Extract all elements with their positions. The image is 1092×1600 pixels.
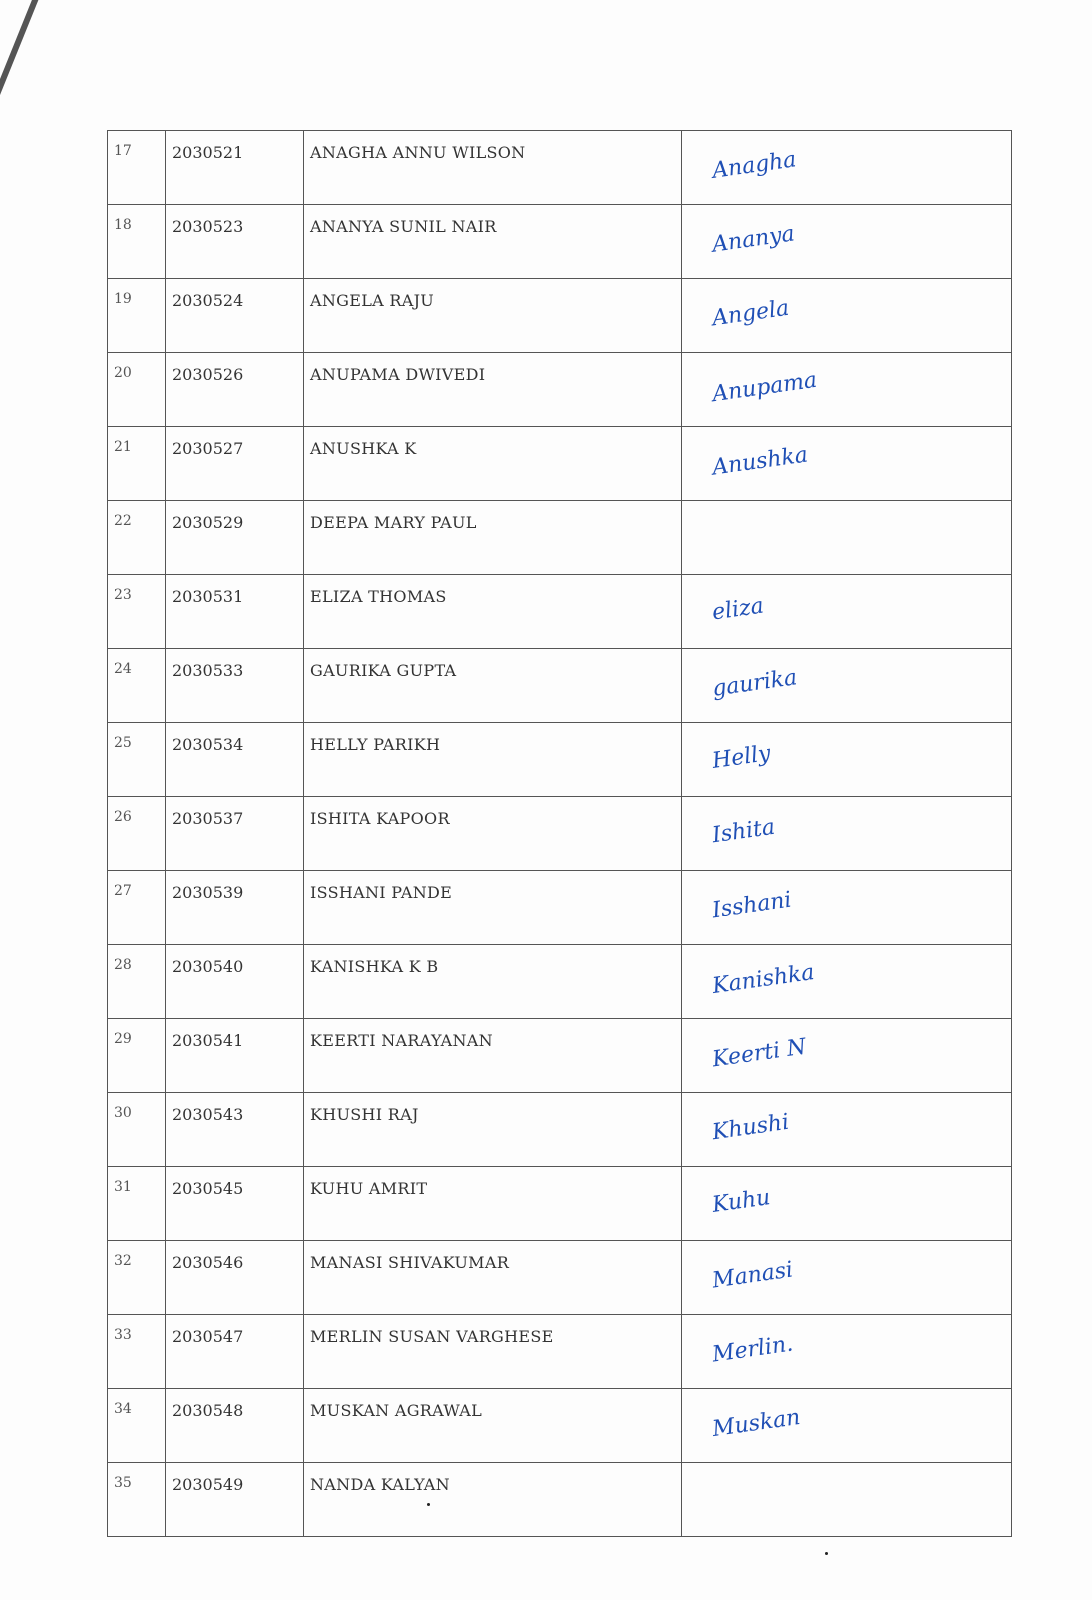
serial-number: 32 bbox=[108, 1241, 166, 1315]
signature-cell bbox=[682, 205, 1012, 279]
serial-number: 21 bbox=[108, 427, 166, 501]
signature-cell bbox=[682, 1389, 1012, 1463]
signature-cell bbox=[682, 797, 1012, 871]
serial-number: 19 bbox=[108, 279, 166, 353]
student-name: ANGELA RAJU bbox=[304, 279, 682, 353]
roll-number: 2030526 bbox=[166, 353, 304, 427]
roll-number: 2030540 bbox=[166, 945, 304, 1019]
signature-cell bbox=[682, 279, 1012, 353]
signature-cell bbox=[682, 1241, 1012, 1315]
table-row bbox=[108, 575, 1012, 649]
table-row bbox=[108, 797, 1012, 871]
handwritten-signature: gaurika bbox=[710, 665, 799, 702]
student-name: ELIZA THOMAS bbox=[304, 575, 682, 649]
attendance-table bbox=[107, 130, 1012, 1537]
student-name: DEEPA MARY PAUL bbox=[304, 501, 682, 575]
student-name: MERLIN SUSAN VARGHESE bbox=[304, 1315, 682, 1389]
roll-number: 2030543 bbox=[166, 1093, 304, 1167]
stray-mark bbox=[825, 1552, 828, 1555]
table-row bbox=[108, 131, 1012, 205]
roll-number: 2030527 bbox=[166, 427, 304, 501]
serial-number: 35 bbox=[108, 1463, 166, 1537]
serial-number: 17 bbox=[108, 131, 166, 205]
student-name: GAURIKA GUPTA bbox=[304, 649, 682, 723]
serial-number: 22 bbox=[108, 501, 166, 575]
handwritten-signature: Kuhu bbox=[710, 1185, 772, 1218]
roll-number: 2030524 bbox=[166, 279, 304, 353]
signature-cell bbox=[682, 353, 1012, 427]
stray-mark bbox=[427, 1503, 430, 1506]
table-row bbox=[108, 871, 1012, 945]
handwritten-signature: Angela bbox=[710, 295, 791, 332]
table-row bbox=[108, 1389, 1012, 1463]
handwritten-signature: Ananya bbox=[710, 221, 797, 258]
roll-number: 2030539 bbox=[166, 871, 304, 945]
table-row bbox=[108, 205, 1012, 279]
student-name: MANASI SHIVAKUMAR bbox=[304, 1241, 682, 1315]
roll-number: 2030521 bbox=[166, 131, 304, 205]
student-name: ISSHANI PANDE bbox=[304, 871, 682, 945]
serial-number: 30 bbox=[108, 1093, 166, 1167]
serial-number: 28 bbox=[108, 945, 166, 1019]
student-name: NANDA KALYAN bbox=[304, 1463, 682, 1537]
handwritten-signature: Manasi bbox=[710, 1257, 795, 1294]
student-name: KANISHKA K B bbox=[304, 945, 682, 1019]
roll-number: 2030541 bbox=[166, 1019, 304, 1093]
signature-cell bbox=[682, 1093, 1012, 1167]
handwritten-signature: Anagha bbox=[710, 147, 798, 184]
serial-number: 34 bbox=[108, 1389, 166, 1463]
student-name: MUSKAN AGRAWAL bbox=[304, 1389, 682, 1463]
roll-number: 2030549 bbox=[166, 1463, 304, 1537]
student-name: KUHU AMRIT bbox=[304, 1167, 682, 1241]
handwritten-signature: Merlin. bbox=[710, 1331, 795, 1368]
student-name: HELLY PARIKH bbox=[304, 723, 682, 797]
signature-cell bbox=[682, 575, 1012, 649]
signature-cell bbox=[682, 131, 1012, 205]
student-name: ISHITA KAPOOR bbox=[304, 797, 682, 871]
handwritten-signature: Muskan bbox=[710, 1404, 802, 1443]
table-row bbox=[108, 1241, 1012, 1315]
table-row bbox=[108, 723, 1012, 797]
roll-number: 2030531 bbox=[166, 575, 304, 649]
signature-cell bbox=[682, 871, 1012, 945]
signature-cell bbox=[682, 427, 1012, 501]
student-name: ANAGHA ANNU WILSON bbox=[304, 131, 682, 205]
handwritten-signature: Ishita bbox=[710, 814, 777, 849]
serial-number: 31 bbox=[108, 1167, 166, 1241]
roll-number: 2030548 bbox=[166, 1389, 304, 1463]
table-row bbox=[108, 1315, 1012, 1389]
serial-number: 20 bbox=[108, 353, 166, 427]
table-row bbox=[108, 1463, 1012, 1537]
roll-number: 2030546 bbox=[166, 1241, 304, 1315]
student-name: ANUPAMA DWIVEDI bbox=[304, 353, 682, 427]
signature-cell bbox=[682, 1315, 1012, 1389]
roll-number: 2030529 bbox=[166, 501, 304, 575]
page-edge-shadow bbox=[0, 0, 46, 103]
student-name: KEERTI NARAYANAN bbox=[304, 1019, 682, 1093]
table-row bbox=[108, 353, 1012, 427]
handwritten-signature: Anupama bbox=[710, 367, 819, 408]
table-row bbox=[108, 1093, 1012, 1167]
table-row bbox=[108, 1167, 1012, 1241]
signature-cell bbox=[682, 1167, 1012, 1241]
serial-number: 18 bbox=[108, 205, 166, 279]
serial-number: 23 bbox=[108, 575, 166, 649]
signature-cell bbox=[682, 723, 1012, 797]
table-row bbox=[108, 1019, 1012, 1093]
handwritten-signature: Anushka bbox=[710, 442, 810, 481]
signature-cell bbox=[682, 1463, 1012, 1537]
table-row bbox=[108, 279, 1012, 353]
roll-number: 2030545 bbox=[166, 1167, 304, 1241]
table-row bbox=[108, 501, 1012, 575]
roll-number: 2030547 bbox=[166, 1315, 304, 1389]
roll-number: 2030534 bbox=[166, 723, 304, 797]
serial-number: 27 bbox=[108, 871, 166, 945]
student-name: KHUSHI RAJ bbox=[304, 1093, 682, 1167]
serial-number: 26 bbox=[108, 797, 166, 871]
handwritten-signature: eliza bbox=[710, 593, 766, 626]
handwritten-signature: Kanishka bbox=[710, 959, 816, 1000]
signature-cell bbox=[682, 649, 1012, 723]
table-row bbox=[108, 427, 1012, 501]
serial-number: 25 bbox=[108, 723, 166, 797]
student-name: ANANYA SUNIL NAIR bbox=[304, 205, 682, 279]
roll-number: 2030523 bbox=[166, 205, 304, 279]
handwritten-signature: Helly bbox=[710, 741, 773, 774]
table-row bbox=[108, 945, 1012, 1019]
serial-number: 29 bbox=[108, 1019, 166, 1093]
student-name: ANUSHKA K bbox=[304, 427, 682, 501]
signature-cell bbox=[682, 1019, 1012, 1093]
roll-number: 2030533 bbox=[166, 649, 304, 723]
table-row bbox=[108, 649, 1012, 723]
handwritten-signature: Khushi bbox=[710, 1109, 791, 1146]
serial-number: 24 bbox=[108, 649, 166, 723]
signature-cell bbox=[682, 945, 1012, 1019]
serial-number: 33 bbox=[108, 1315, 166, 1389]
roll-number: 2030537 bbox=[166, 797, 304, 871]
handwritten-signature: Isshani bbox=[710, 887, 794, 924]
signature-cell bbox=[682, 501, 1012, 575]
handwritten-signature: Keerti N bbox=[710, 1034, 808, 1073]
